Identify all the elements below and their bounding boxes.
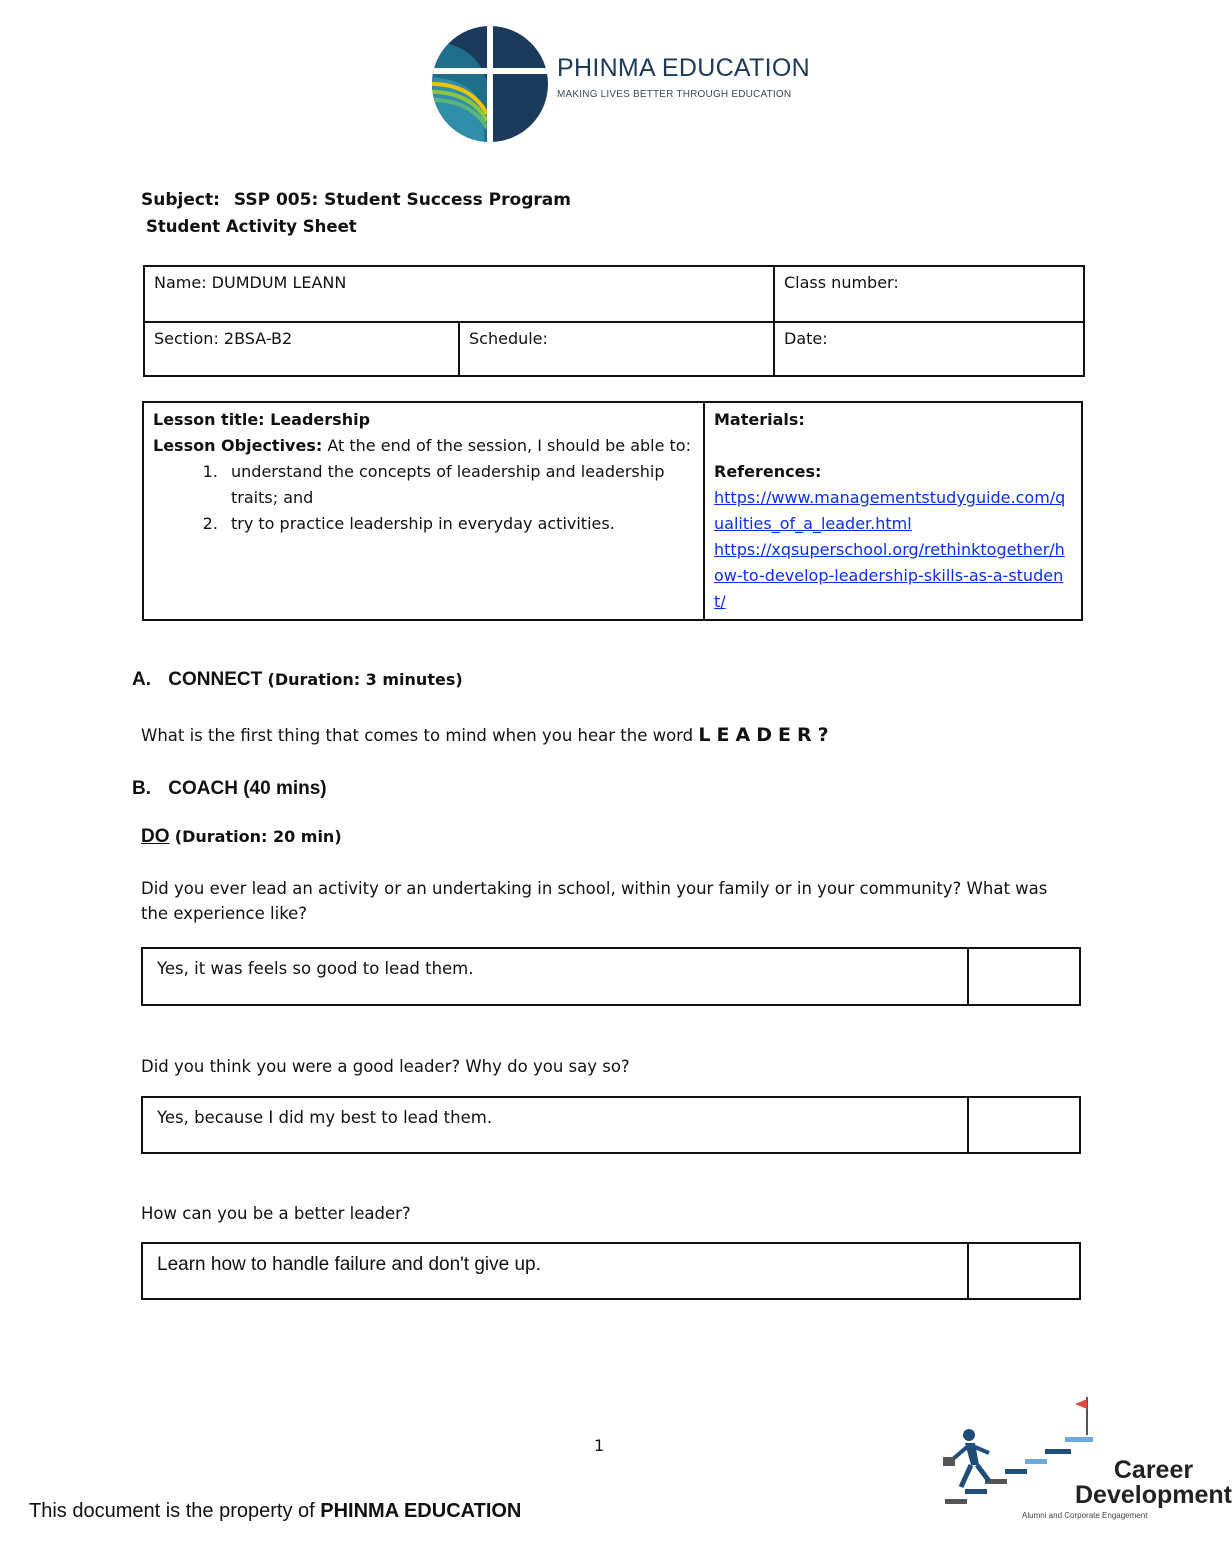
answer-1: Yes, it was feels so good to lead them.: [157, 959, 474, 978]
coach-heading: [132, 778, 327, 800]
lesson-title: Lesson title: Leadership: [153, 410, 371, 429]
reference-link-2[interactable]: https://xqsuperschool.org/rethinktogether/how-to-develop-leadership-skills-as-a-student/: [714, 540, 1065, 611]
answer-2-side: [968, 1097, 1080, 1153]
lesson-cell: [143, 402, 704, 620]
connect-question-text: What is the first thing that comes to mind when you hear the word: [141, 726, 694, 745]
answer-box-2: [141, 1096, 1081, 1154]
leader-word: LEADER: [698, 724, 818, 746]
date-cell: [774, 322, 1084, 376]
sheet-title: Student Activity Sheet: [146, 217, 357, 236]
class-number-cell: [774, 266, 1084, 322]
connect-marker: A.: [132, 669, 151, 690]
objectives-label: Lesson Objectives:: [153, 436, 323, 455]
page-number: 1: [594, 1436, 605, 1455]
answer-3-cell[interactable]: [142, 1243, 968, 1299]
subject-value: SSP 005: Student Success Program: [233, 190, 571, 210]
question-1: Did you ever lead an activity or an undertaking in school, within your family or in your community? What was the experience like?: [141, 879, 1048, 923]
do-label: DO: [141, 826, 170, 847]
brand-tagline: MAKING LIVES BETTER THROUGH EDUCATION: [557, 89, 792, 100]
question-3: How can you be a better leader?: [141, 1204, 411, 1223]
coach-marker: B.: [132, 778, 151, 799]
cd-title-line-2: Development: [1075, 1481, 1232, 1509]
schedule-cell: [459, 322, 774, 376]
connect-question: [141, 723, 835, 748]
brand-name: PHINMA EDUCATION: [557, 54, 810, 82]
answer-2: Yes, because I did my best to lead them.: [157, 1108, 493, 1127]
do-duration: (Duration: 20 min): [174, 827, 342, 846]
answer-box-3: [141, 1242, 1081, 1300]
class-number-field: Class number:: [784, 273, 899, 292]
question-2: Did you think you were a good leader? Why do you say so?: [141, 1057, 630, 1076]
student-info-table: [143, 265, 1085, 377]
connect-heading: [132, 669, 463, 691]
subject-label: Subject:: [141, 190, 220, 210]
property-prefix: This document is the property of: [29, 1500, 315, 1522]
section-field: Section: 2BSA-B2: [154, 329, 293, 348]
do-heading: [141, 826, 342, 848]
answer-3: Learn how to handle failure and don't give up.: [157, 1254, 541, 1275]
coach-title: COACH (40 mins): [168, 778, 327, 799]
phinma-logo: [425, 22, 815, 144]
objectives-text: At the end of the session, I should be able to:: [327, 436, 691, 455]
section-cell: [144, 322, 459, 376]
materials-label: Materials:: [714, 410, 805, 429]
objective-item: 1. understand the concepts of leadership and leadership traits; and: [223, 459, 694, 511]
references-label: References:: [714, 462, 822, 481]
reference-link-1[interactable]: https://www.managementstudyguide.com/qualities_of_a_leader.html: [714, 488, 1066, 533]
answer-1-cell[interactable]: [142, 948, 968, 1005]
date-field: Date:: [784, 329, 828, 348]
connect-title: CONNECT: [168, 669, 263, 690]
answer-1-side: [968, 948, 1080, 1005]
property-owner: PHINMA EDUCATION: [320, 1500, 522, 1522]
cd-title-line-1: Career: [1113, 1456, 1194, 1484]
connect-duration: (Duration: 3 minutes): [267, 670, 463, 689]
materials-cell: [704, 402, 1082, 620]
answer-3-side: [968, 1243, 1080, 1299]
objective-item: 2. try to practice leadership in everyday activities.: [223, 511, 694, 537]
career-development-subtitle: Alumni and Corporate Engagement: [1022, 1511, 1148, 1520]
schedule-field: Schedule:: [469, 329, 548, 348]
name-field: Name: DUMDUM LEANN: [154, 273, 347, 292]
objectives-list: [153, 459, 694, 537]
subject-line: [141, 190, 571, 210]
answer-2-cell[interactable]: [142, 1097, 968, 1153]
property-notice: [29, 1500, 521, 1523]
name-cell: [144, 266, 774, 322]
leader-punct: ?: [817, 724, 835, 746]
lesson-table: [142, 401, 1083, 621]
answer-box-1: [141, 947, 1081, 1006]
career-development-title: [1075, 1458, 1232, 1508]
